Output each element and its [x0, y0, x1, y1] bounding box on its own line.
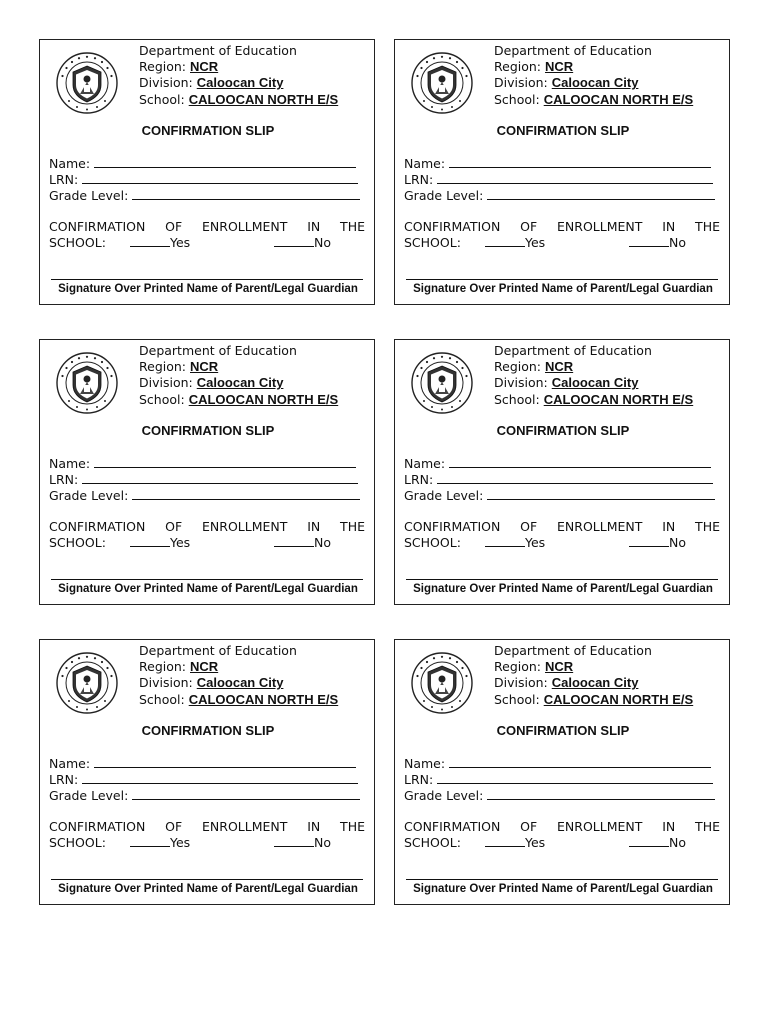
no-label: No — [314, 235, 331, 250]
yes-blank-line[interactable] — [130, 235, 170, 247]
grade-level-blank-line[interactable] — [487, 187, 715, 200]
name-field[interactable] — [49, 155, 356, 172]
region-line — [139, 59, 338, 75]
no-blank-line[interactable] — [629, 235, 669, 247]
confirmation-slip — [394, 339, 730, 605]
grade-level-field[interactable] — [404, 187, 715, 204]
region-label: Region: — [139, 359, 187, 375]
division-line — [139, 375, 338, 391]
division-value: Caloocan City — [196, 375, 284, 391]
slip-title: CONFIRMATION SLIP — [496, 723, 630, 738]
confirmation-slip — [394, 639, 730, 905]
yes-blank-line[interactable] — [485, 835, 525, 847]
signature-line[interactable] — [51, 579, 363, 580]
division-value: Caloocan City — [551, 75, 639, 91]
school-label: School: — [494, 91, 540, 107]
yes-label: Yes — [170, 235, 191, 250]
school-line — [494, 92, 693, 108]
slip-header — [494, 643, 693, 708]
slip-header — [139, 43, 338, 108]
name-blank-line[interactable] — [94, 755, 356, 768]
region-value: NCR — [545, 59, 574, 75]
division-label: Division: — [494, 675, 548, 691]
region-line — [139, 659, 338, 675]
grade-level-field[interactable] — [404, 487, 715, 504]
lrn-blank-line[interactable] — [82, 771, 358, 784]
signature-label: Signature Over Printed Name of Parent/Legal Guardian — [413, 883, 713, 895]
no-label: No — [669, 535, 686, 550]
school-line — [139, 392, 338, 408]
school-word: SCHOOL: — [49, 235, 106, 250]
name-blank-line[interactable] — [94, 155, 356, 168]
grade-level-label: Grade Level: — [404, 788, 484, 803]
no-option[interactable] — [274, 235, 331, 251]
confirmation-text: CONFIRMATION OF ENROLLMENT IN THE — [49, 819, 365, 834]
school-line — [139, 92, 338, 108]
name-label: Name: — [49, 756, 91, 771]
lrn-label: LRN: — [404, 772, 434, 787]
lrn-blank-line[interactable] — [82, 471, 358, 484]
lrn-field[interactable] — [404, 771, 713, 788]
division-value: Caloocan City — [551, 375, 639, 391]
division-line — [139, 675, 338, 691]
school-label: School: — [139, 91, 185, 107]
slip-title: CONFIRMATION SLIP — [141, 423, 275, 438]
school-line — [494, 392, 693, 408]
signature-line[interactable] — [51, 879, 363, 880]
lrn-label: LRN: — [49, 172, 79, 187]
slip-header — [494, 43, 693, 108]
grade-level-blank-line[interactable] — [132, 787, 360, 800]
division-value: Caloocan City — [196, 75, 284, 91]
name-label: Name: — [49, 156, 91, 171]
lrn-blank-line[interactable] — [437, 171, 713, 184]
school-value: CALOOCAN NORTH E/S — [543, 391, 694, 407]
no-label: No — [314, 835, 331, 850]
yes-option[interactable] — [130, 535, 190, 551]
yes-option[interactable] — [485, 535, 545, 551]
confirmation-slip — [39, 639, 375, 905]
department-name: Department of Education — [139, 43, 297, 58]
confirmation-text: CONFIRMATION OF ENROLLMENT IN THE — [404, 819, 720, 834]
division-value: Caloocan City — [551, 675, 639, 691]
confirmation-text: CONFIRMATION OF ENROLLMENT IN THE — [404, 219, 720, 234]
region-value: NCR — [190, 59, 219, 75]
division-line — [494, 75, 693, 91]
confirmation-text: CONFIRMATION OF ENROLLMENT IN THE — [49, 519, 365, 534]
no-option[interactable] — [629, 535, 686, 551]
lrn-label: LRN: — [404, 172, 434, 187]
school-value: CALOOCAN NORTH E/S — [543, 691, 694, 707]
grade-level-field[interactable] — [404, 787, 715, 804]
school-word: SCHOOL: — [404, 235, 461, 250]
region-label: Region: — [494, 659, 542, 675]
school-label: School: — [494, 391, 540, 407]
no-blank-line[interactable] — [629, 535, 669, 547]
division-label: Division: — [494, 375, 548, 391]
signature-label: Signature Over Printed Name of Parent/Legal Guardian — [58, 883, 358, 895]
lrn-field[interactable] — [404, 471, 713, 488]
school-label: School: — [494, 691, 540, 707]
slip-title: CONFIRMATION SLIP — [141, 123, 275, 138]
department-name: Department of Education — [139, 343, 297, 358]
deped-seal-icon — [56, 352, 118, 414]
no-option[interactable] — [629, 835, 686, 851]
school-word: SCHOOL: — [404, 835, 461, 850]
lrn-label: LRN: — [404, 472, 434, 487]
region-line — [494, 359, 693, 375]
grade-level-blank-line[interactable] — [487, 787, 715, 800]
yes-blank-line[interactable] — [130, 535, 170, 547]
region-label: Region: — [494, 59, 542, 75]
department-name: Department of Education — [494, 43, 652, 58]
name-field[interactable] — [404, 155, 711, 172]
division-label: Division: — [139, 375, 193, 391]
name-blank-line[interactable] — [449, 155, 711, 168]
name-blank-line[interactable] — [449, 755, 711, 768]
region-value: NCR — [545, 359, 574, 375]
school-line — [139, 692, 338, 708]
yes-label: Yes — [170, 835, 191, 850]
no-label: No — [669, 835, 686, 850]
grade-level-field[interactable] — [49, 487, 360, 504]
school-line — [494, 692, 693, 708]
school-word: SCHOOL: — [404, 535, 461, 550]
slip-title: CONFIRMATION SLIP — [496, 123, 630, 138]
name-blank-line[interactable] — [94, 455, 356, 468]
yes-blank-line[interactable] — [130, 835, 170, 847]
division-line — [494, 675, 693, 691]
school-value: CALOOCAN NORTH E/S — [543, 91, 694, 107]
grade-level-label: Grade Level: — [49, 488, 129, 503]
lrn-label: LRN: — [49, 772, 79, 787]
yes-option[interactable] — [485, 835, 545, 851]
region-label: Region: — [139, 59, 187, 75]
confirmation-slip — [394, 39, 730, 305]
grade-level-label: Grade Level: — [404, 488, 484, 503]
grade-level-field[interactable] — [49, 187, 360, 204]
no-blank-line[interactable] — [629, 835, 669, 847]
yes-label: Yes — [170, 535, 191, 550]
lrn-label: LRN: — [49, 472, 79, 487]
school-word: SCHOOL: — [49, 835, 106, 850]
name-label: Name: — [49, 456, 91, 471]
confirmation-text: CONFIRMATION OF ENROLLMENT IN THE — [49, 219, 365, 234]
deped-seal-icon — [411, 52, 473, 114]
grade-level-field[interactable] — [49, 787, 360, 804]
grade-level-label: Grade Level: — [49, 788, 129, 803]
no-blank-line[interactable] — [274, 235, 314, 247]
grade-level-label: Grade Level: — [49, 188, 129, 203]
no-blank-line[interactable] — [274, 535, 314, 547]
division-label: Division: — [139, 675, 193, 691]
confirmation-slip — [39, 39, 375, 305]
confirmation-text: CONFIRMATION OF ENROLLMENT IN THE — [404, 519, 720, 534]
grade-level-blank-line[interactable] — [132, 187, 360, 200]
division-line — [494, 375, 693, 391]
signature-label: Signature Over Printed Name of Parent/Legal Guardian — [58, 283, 358, 295]
lrn-field[interactable] — [49, 771, 358, 788]
slip-header — [139, 643, 338, 708]
department-name: Department of Education — [139, 643, 297, 658]
school-label: School: — [139, 391, 185, 407]
grade-level-blank-line[interactable] — [132, 487, 360, 500]
lrn-blank-line[interactable] — [82, 171, 358, 184]
name-label: Name: — [404, 156, 446, 171]
yes-label: Yes — [525, 535, 546, 550]
yes-blank-line[interactable] — [485, 235, 525, 247]
deped-seal-icon — [56, 52, 118, 114]
no-blank-line[interactable] — [274, 835, 314, 847]
school-value: CALOOCAN NORTH E/S — [188, 391, 339, 407]
department-name: Department of Education — [494, 643, 652, 658]
yes-label: Yes — [525, 235, 546, 250]
yes-option[interactable] — [130, 235, 190, 251]
region-line — [494, 59, 693, 75]
lrn-field[interactable] — [49, 171, 358, 188]
no-option[interactable] — [629, 235, 686, 251]
school-value: CALOOCAN NORTH E/S — [188, 691, 339, 707]
signature-line[interactable] — [406, 579, 718, 580]
name-label: Name: — [404, 456, 446, 471]
region-value: NCR — [190, 359, 219, 375]
lrn-field[interactable] — [404, 171, 713, 188]
deped-seal-icon — [411, 652, 473, 714]
yes-option[interactable] — [485, 235, 545, 251]
division-line — [139, 75, 338, 91]
no-option[interactable] — [274, 535, 331, 551]
signature-line[interactable] — [406, 279, 718, 280]
region-line — [494, 659, 693, 675]
slip-header — [494, 343, 693, 408]
division-label: Division: — [494, 75, 548, 91]
deped-seal-icon — [411, 352, 473, 414]
region-label: Region: — [494, 359, 542, 375]
no-label: No — [669, 235, 686, 250]
name-blank-line[interactable] — [449, 455, 711, 468]
name-field[interactable] — [49, 755, 356, 772]
slip-title: CONFIRMATION SLIP — [141, 723, 275, 738]
no-label: No — [314, 535, 331, 550]
signature-line[interactable] — [51, 279, 363, 280]
slip-title: CONFIRMATION SLIP — [496, 423, 630, 438]
lrn-field[interactable] — [49, 471, 358, 488]
signature-label: Signature Over Printed Name of Parent/Legal Guardian — [413, 283, 713, 295]
region-line — [139, 359, 338, 375]
yes-label: Yes — [525, 835, 546, 850]
division-label: Division: — [139, 75, 193, 91]
confirmation-slip — [39, 339, 375, 605]
signature-label: Signature Over Printed Name of Parent/Legal Guardian — [413, 583, 713, 595]
name-field[interactable] — [404, 755, 711, 772]
no-option[interactable] — [274, 835, 331, 851]
school-value: CALOOCAN NORTH E/S — [188, 91, 339, 107]
division-value: Caloocan City — [196, 675, 284, 691]
grade-level-label: Grade Level: — [404, 188, 484, 203]
school-word: SCHOOL: — [49, 535, 106, 550]
deped-seal-icon — [56, 652, 118, 714]
yes-option[interactable] — [130, 835, 190, 851]
signature-line[interactable] — [406, 879, 718, 880]
region-value: NCR — [190, 659, 219, 675]
signature-label: Signature Over Printed Name of Parent/Legal Guardian — [58, 583, 358, 595]
yes-blank-line[interactable] — [485, 535, 525, 547]
name-field[interactable] — [49, 455, 356, 472]
region-value: NCR — [545, 659, 574, 675]
lrn-blank-line[interactable] — [437, 771, 713, 784]
lrn-blank-line[interactable] — [437, 471, 713, 484]
department-name: Department of Education — [494, 343, 652, 358]
name-field[interactable] — [404, 455, 711, 472]
grade-level-blank-line[interactable] — [487, 487, 715, 500]
region-label: Region: — [139, 659, 187, 675]
slip-header — [139, 343, 338, 408]
name-label: Name: — [404, 756, 446, 771]
school-label: School: — [139, 691, 185, 707]
